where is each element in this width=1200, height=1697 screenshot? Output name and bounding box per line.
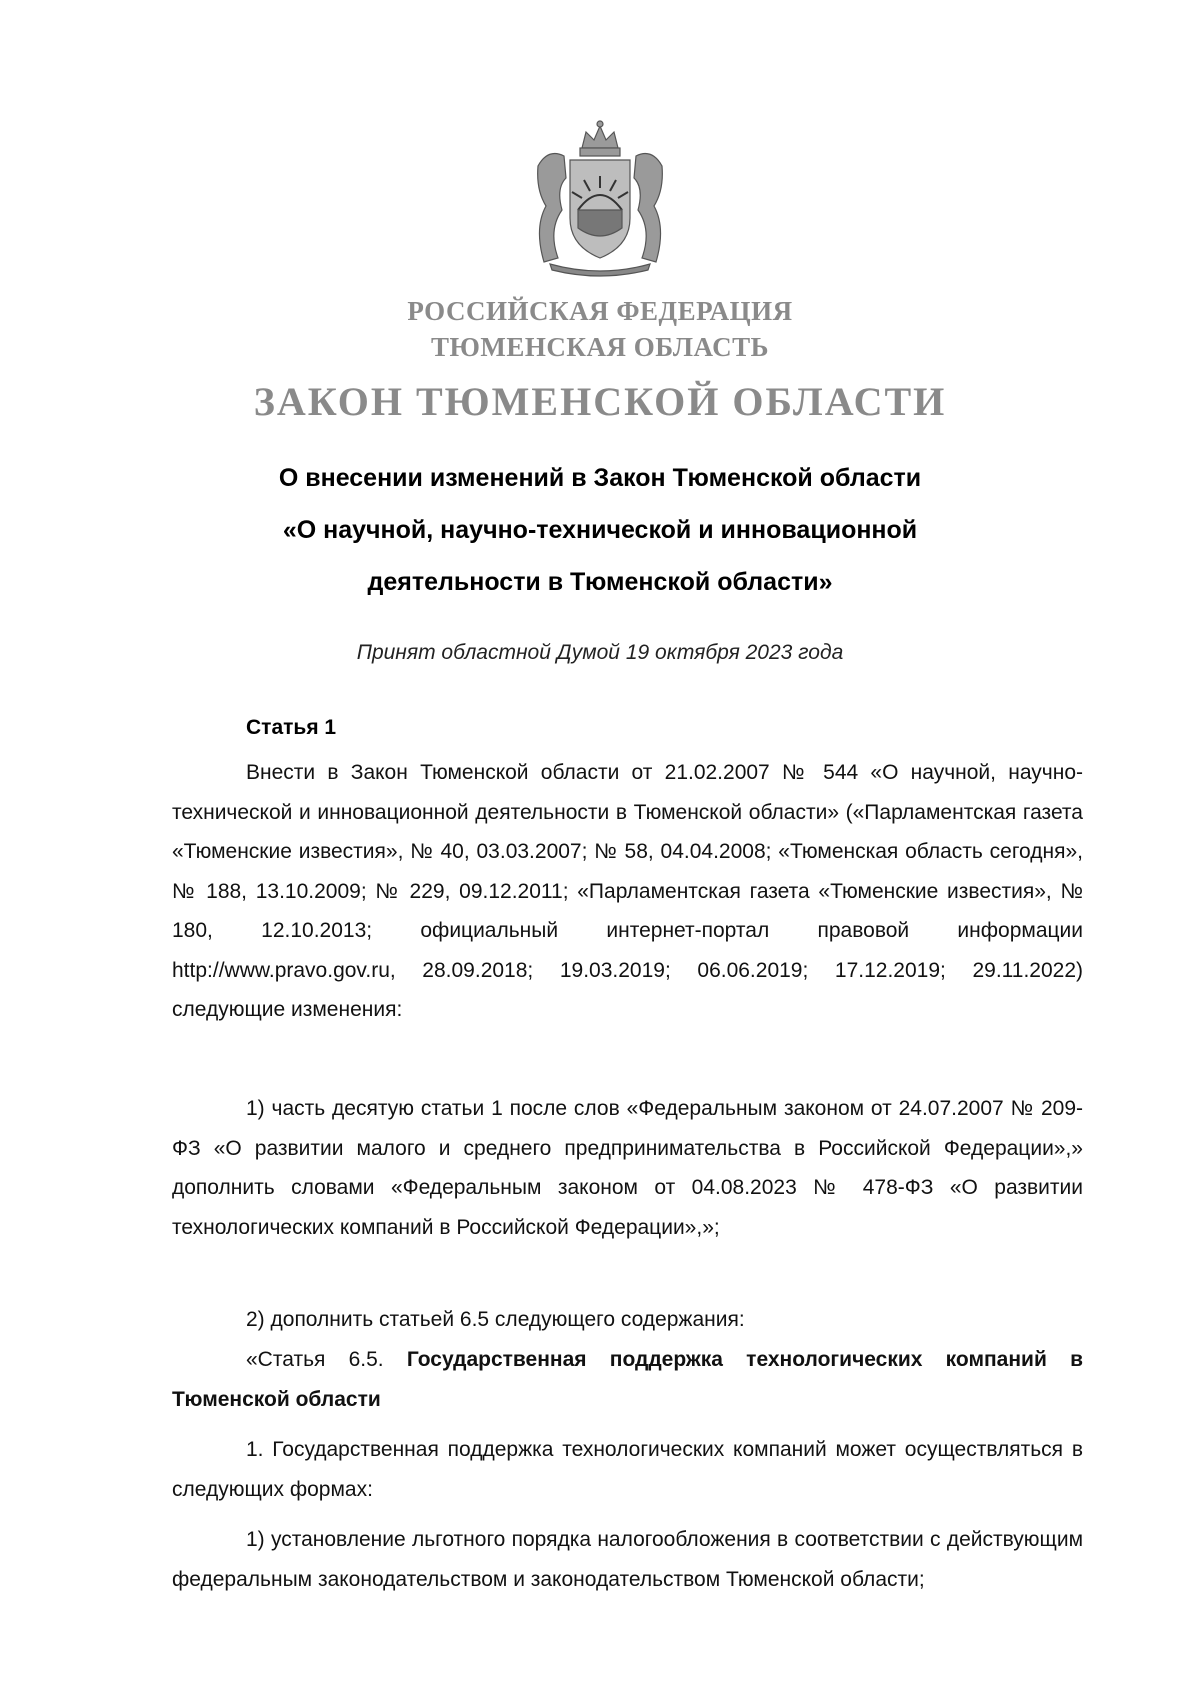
paragraph-text: 2) дополнить статьей 6.5 следующего содержания: (246, 1308, 745, 1331)
coat-of-arms-icon (520, 118, 680, 278)
paragraph-text: 1. Государственная поддержка технологических компаний может осуществляться в следующих формах: (172, 1438, 1083, 1501)
article-heading: Статья 1 (246, 716, 337, 739)
new-article-prefix: «Статья 6.5. (246, 1348, 384, 1371)
paragraph-text: 1) установление льготного порядка налогообложения в соответствии с действующим федеральным законодательством и законодательством Тюменской области; (172, 1528, 1083, 1591)
amendment-item-2 (172, 1300, 1083, 1340)
paragraph-text: 1) часть десятую статьи 1 после слов «Федеральным законом от 24.07.2007 № 209-ФЗ «О развитии малого и среднего предпринимательства в Российской Федерации»,» дополнить словами «Федеральным законом от 04.08.2023 № 478-ФЗ «О развитии технологических компаний в Российской Федерации»,»; (172, 1097, 1083, 1239)
new-article-heading (172, 1340, 1083, 1419)
amendment-item-1 (172, 1089, 1083, 1247)
article-main-paragraph (172, 753, 1083, 1030)
new-article-title: Государственная поддержка технологических компаний в Тюменской области (172, 1348, 1083, 1411)
law-title-line-1: О внесении изменений в Закон Тюменской области (278, 464, 922, 492)
federation-heading: РОССИЙСКАЯ ФЕДЕРАЦИЯ (407, 296, 793, 326)
region-heading: ТЮМЕНСКАЯ ОБЛАСТЬ (430, 332, 770, 362)
law-title-line-2: «О научной, научно-технической и инновационной (282, 516, 918, 544)
paragraph-text: Внести в Закон Тюменской области от 21.02.2007 № 544 «О научной, научно-технической и инновационной деятельности в Тюменской области» («Парламентская газета «Тюменские известия», № 40, 03.03.2007; № 58, 04.04.2008; «Тюменская область сегодня», № 188, 13.10.2009; № 229, 09.12.2011; «Парламентская газета «Тюменские известия», № 180, 12.10.2013; официальный интернет-портал правовой информации http://www.pravo.gov.ru, 28.09.2018; 19.03.2019; 06.06.2019; 17.12.2019; 29.11.2022) следующие изменения: (172, 761, 1083, 1021)
law-heading: ЗАКОН ТЮМЕНСКОЙ ОБЛАСТИ (253, 379, 947, 424)
point-1 (172, 1430, 1083, 1509)
subpoint-1 (172, 1520, 1083, 1599)
adoption-date: Принят областной Думой 19 октября 2023 года (356, 641, 844, 664)
law-title-line-3: деятельности в Тюменской области» (367, 568, 833, 596)
